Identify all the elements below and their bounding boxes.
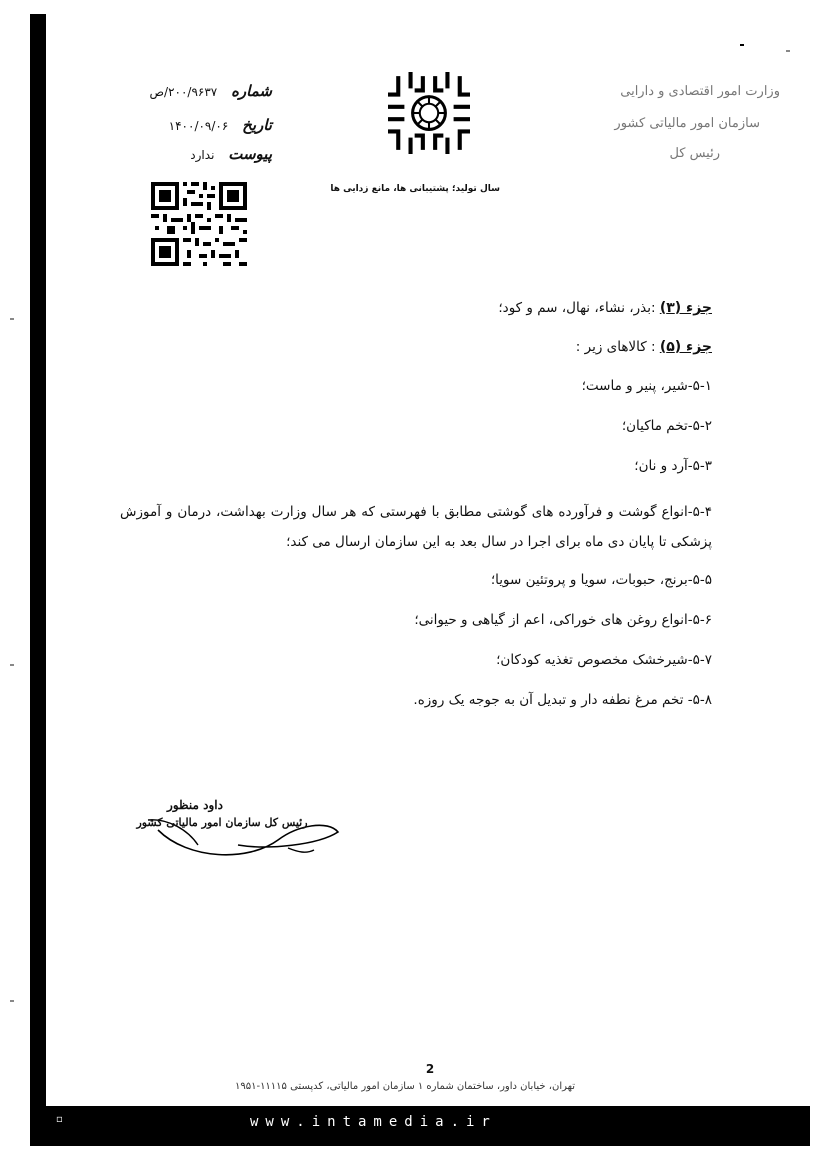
section-3-line xyxy=(120,298,712,318)
letter-number-label: شماره xyxy=(231,82,272,100)
corner-speck xyxy=(786,50,790,52)
margin-speck xyxy=(10,318,14,320)
ministry-line-2: سازمان امور مالیاتی کشور xyxy=(614,116,760,131)
qr-code-icon xyxy=(151,182,247,266)
ministry-line-1: وزارت امور اقتصادی و دارایی xyxy=(620,84,780,99)
list-item: ۵-۲-تخم ماکیان؛ xyxy=(621,418,712,434)
signatory-title: رئیس کل سازمان امور مالیاتی کشور xyxy=(136,816,308,829)
letter-attachment-row xyxy=(172,145,272,163)
letter-number-value: ۲۰۰/۹۶۳۷/ص xyxy=(149,85,218,99)
letter-date-value: ۱۴۰۰/۰۹/۰۶ xyxy=(168,119,229,133)
letter-date-label: تاریخ xyxy=(242,116,272,134)
letter-attachment-label: پیوست xyxy=(228,145,272,163)
letter-date-row xyxy=(150,116,272,134)
section-3-heading: جزء (۳) xyxy=(659,300,712,316)
year-slogan: سال تولید؛ پشتیبانی ها، مانع زدایی ها xyxy=(330,184,500,194)
list-item: ۵-۴-انواع گوشت و فرآورده های گوشتی مطابق با فهرستی که هر سال وزارت بهداشت، درمان و آموزش پزشکی تا پایان دی ماه برای اجرا در سال بعد به این سازمان ارسال می کند؛ xyxy=(120,504,712,550)
list-item: ۵-۸- تخم مرغ نطفه دار و تبدیل آن به جوجه یک روزه. xyxy=(413,692,712,708)
letter-number-row xyxy=(150,82,272,100)
scan-left-border xyxy=(30,14,46,1146)
list-item: ۵-۱-شیر، پنیر و ماست؛ xyxy=(581,378,712,394)
corner-speck xyxy=(740,44,744,46)
tax-organization-logo-icon xyxy=(388,72,470,154)
list-item: ۵-۳-آرد و نان؛ xyxy=(634,458,712,474)
letter-attachment-value: ندارد xyxy=(190,148,215,162)
footer-address: تهران، خیابان داور، ساختمان شماره ۱ سازمان امور مالیاتی، کدپستی ۱۱۱۱۵-۱۹۵۱ xyxy=(234,1081,576,1092)
ministry-line-3: رئیس کل xyxy=(669,146,720,161)
signatory-name: داود منظور xyxy=(167,798,223,812)
list-item: ۵-۶-انواع روغن های خوراکی، اعم از گیاهی و حیوانی؛ xyxy=(414,612,712,628)
page-number: 2 xyxy=(425,1062,435,1076)
margin-speck xyxy=(10,1000,14,1002)
margin-speck xyxy=(10,664,14,666)
section-5-heading: جزء (۵) xyxy=(659,339,712,355)
website-link[interactable]: www.intamedia.ir xyxy=(250,1114,497,1130)
section-5-line xyxy=(120,337,712,357)
corner-mark: ▫ xyxy=(56,1114,63,1125)
section-3-text: :بذر، نشاء، نهال، سم و کود؛ xyxy=(498,300,656,316)
list-item: ۵-۷-شیرخشک مخصوص تغذیه کودکان؛ xyxy=(496,652,712,668)
list-item: ۵-۵-برنج، حبوبات، سویا و پروتئین سویا؛ xyxy=(490,572,712,588)
section-5-text: : کالاهای زیر : xyxy=(575,339,656,355)
